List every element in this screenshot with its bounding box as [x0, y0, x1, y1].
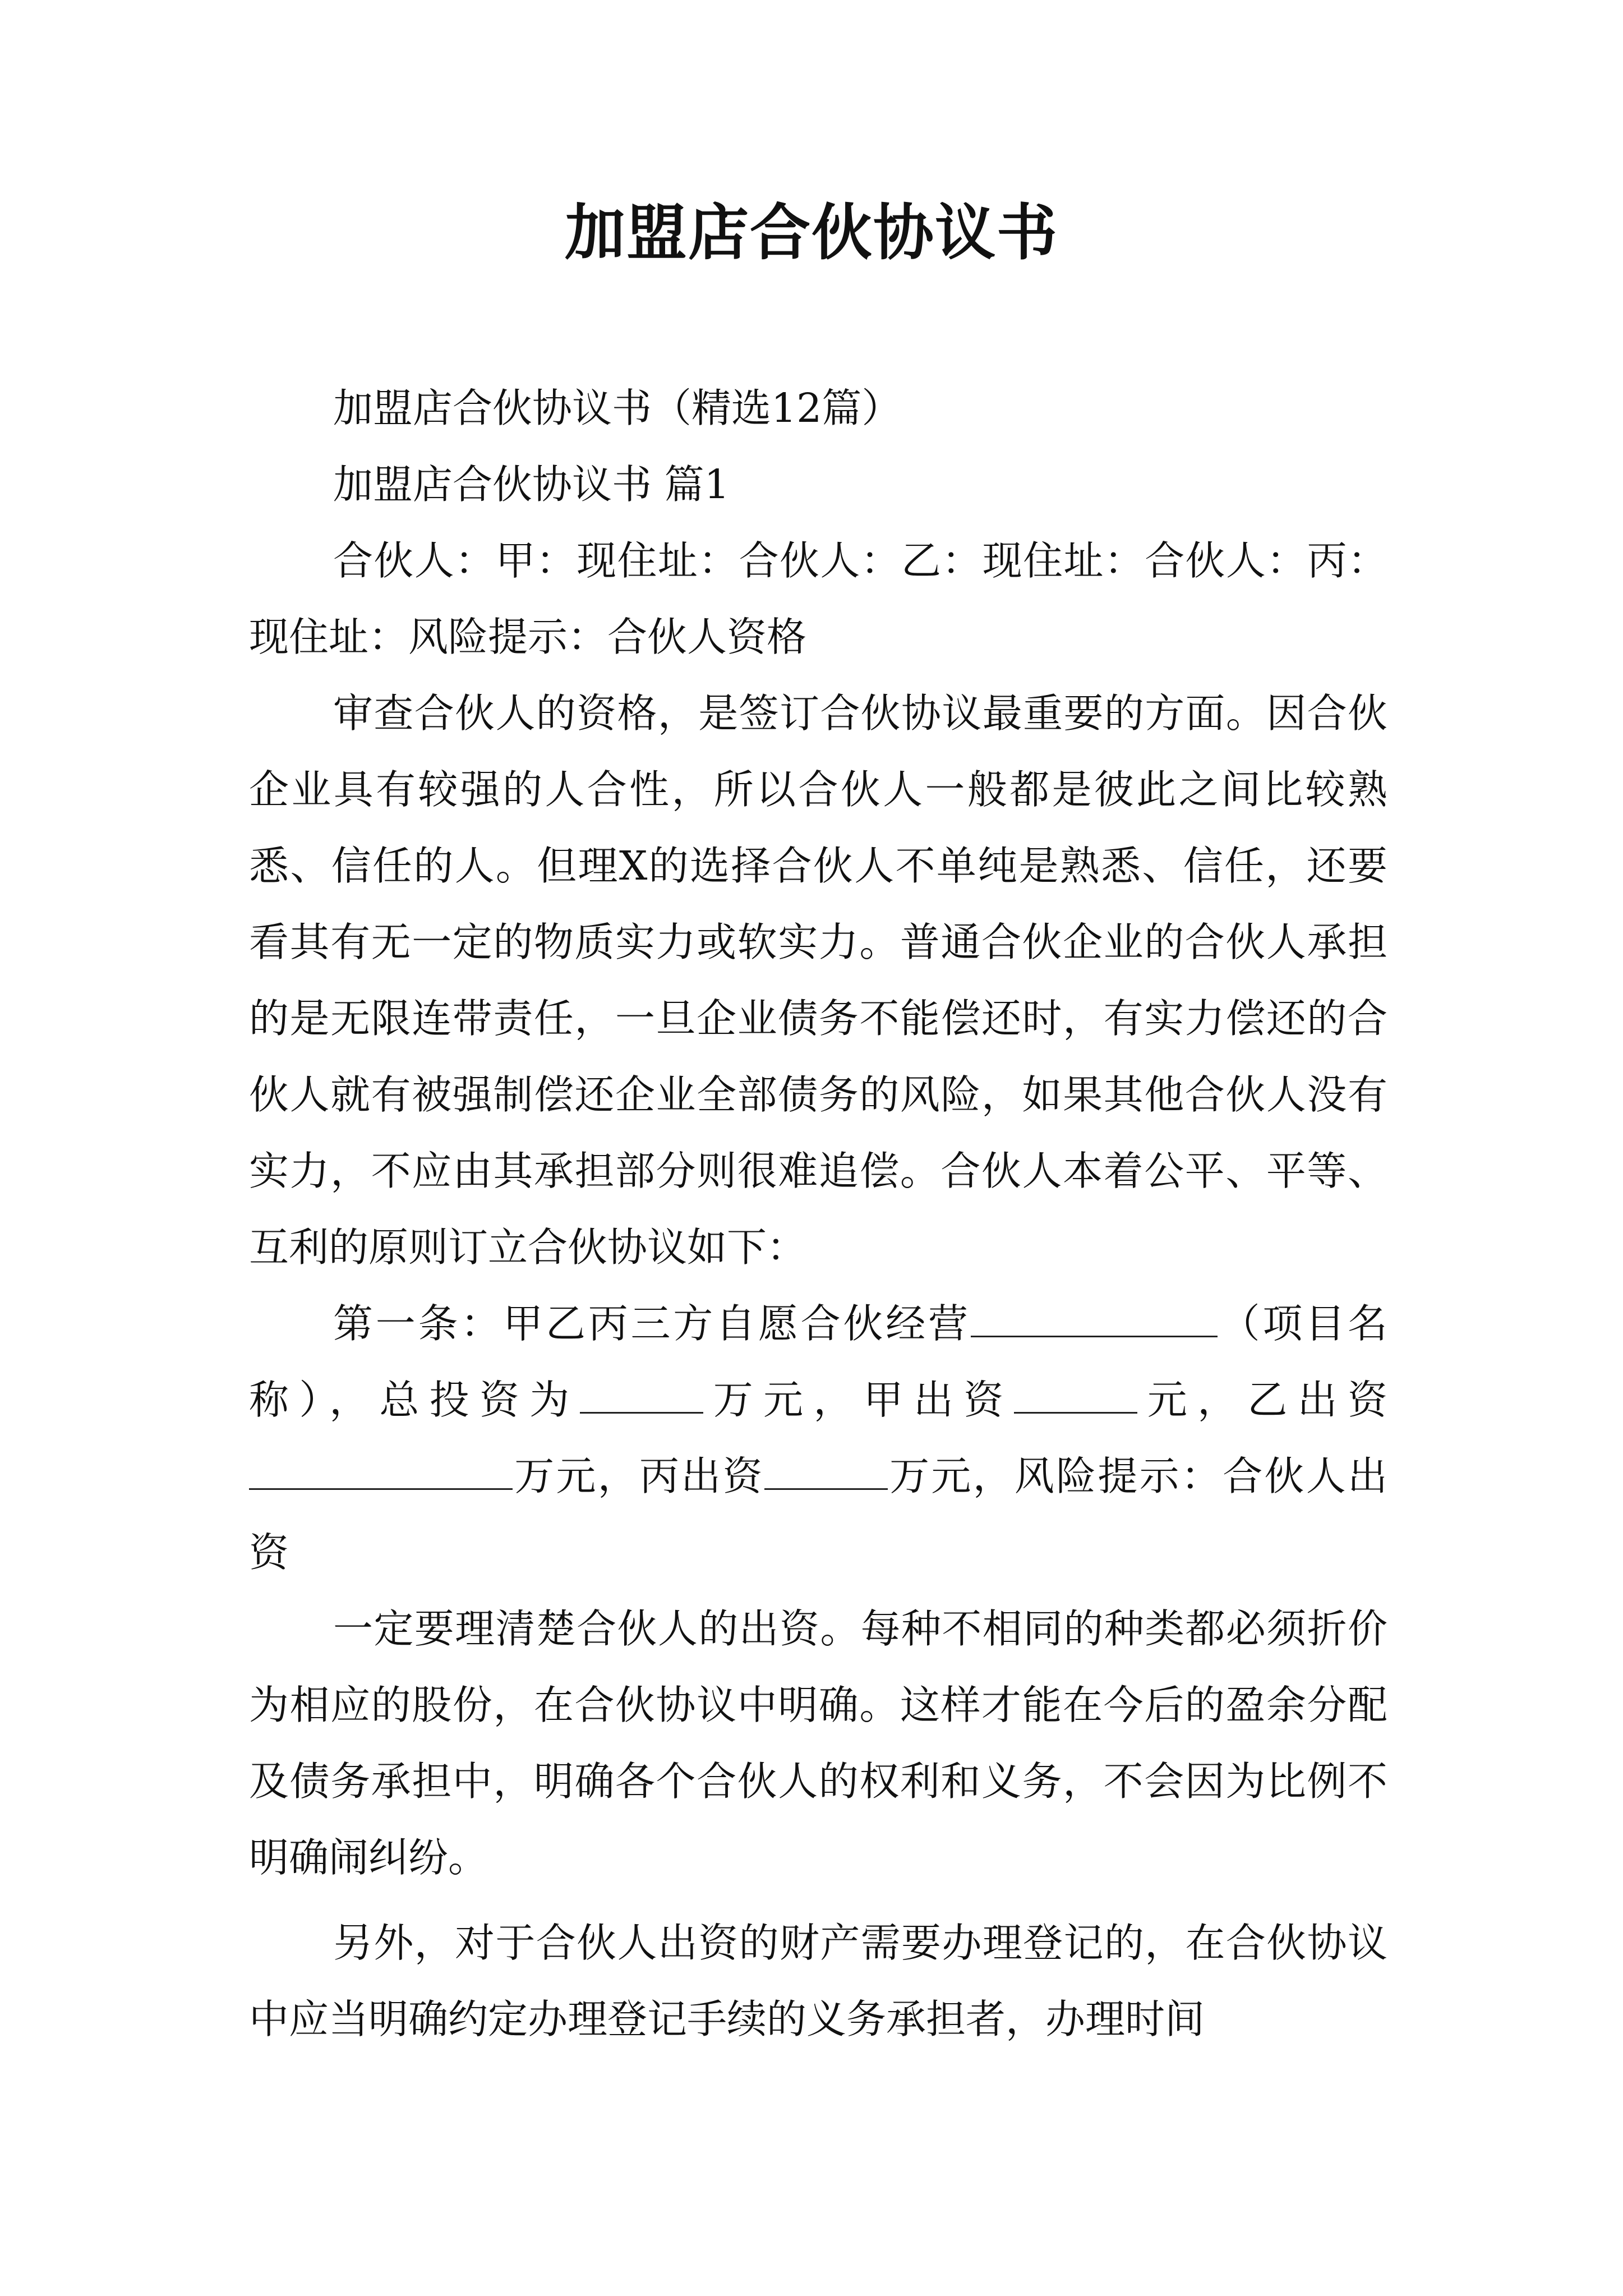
article-1-paragraph	[249, 1286, 1387, 1591]
parties-paragraph: 合伙人：甲：现住址：合伙人：乙：现住址：合伙人：丙：现住址：风险提示：合伙人资格	[249, 537, 1387, 660]
party-a-contribution-blank	[1014, 1378, 1137, 1414]
party-b-contribution-blank	[249, 1455, 513, 1490]
article-1-text: 万元，风险提示：合伙人出资	[249, 1453, 1387, 1576]
registration-paragraph: 另外，对于合伙人出资的财产需要办理登记的，在合伙协议中应当明确约定办理登记手续的义务承担者，办理时间	[249, 1920, 1387, 2042]
article-1-text: 万元，甲出资	[703, 1377, 1014, 1423]
subtitle-paragraph: 加盟店合伙协议书（精选12篇）	[333, 385, 902, 431]
article-1-text: 万元，丙出资	[513, 1453, 764, 1499]
article-1-text: 元，乙出资	[1137, 1377, 1387, 1423]
contribution-paragraph: 一定要理清楚合伙人的出资。每种不相同的种类都必须折价为相应的股份，在合伙协议中明确。这样才能在今后的盈余分配及债务承担中，明确各个合伙人的权利和义务，不会因为比例不明确闹纠纷。	[249, 1605, 1387, 1881]
article-1-text: 第一条：甲乙丙三方自愿合伙经营	[333, 1300, 971, 1347]
section-heading: 加盟店合伙协议书 篇1	[333, 461, 730, 508]
project-name-blank	[971, 1302, 1218, 1337]
total-investment-blank	[580, 1378, 703, 1414]
article-1-text: （项目名称），总投资为	[249, 1300, 1387, 1423]
party-c-contribution-blank	[764, 1455, 888, 1490]
qualification-paragraph: 审查合伙人的资格，是签订合伙协议最重要的方面。因合伙企业具有较强的人合性，所以合伙人一般都是彼此之间比较熟悉、信任的人。但理X的选择合伙人不单纯是熟悉、信任，还要看其有无一定的物质实力或软实力。普通合伙企业的合伙人承担的是无限连带责任，一旦企业债务不能偿还时，有实力偿还的合伙人就有被强制偿还企业全部债务的风险，如果其他合伙人没有实力，不应由其承担部分则很难追偿。合伙人本着公平、平等、互利的原则订立合伙协议如下：	[249, 690, 1387, 1271]
document-body	[249, 370, 1387, 2058]
document-title: 加盟店合伙协议书	[564, 197, 1058, 268]
